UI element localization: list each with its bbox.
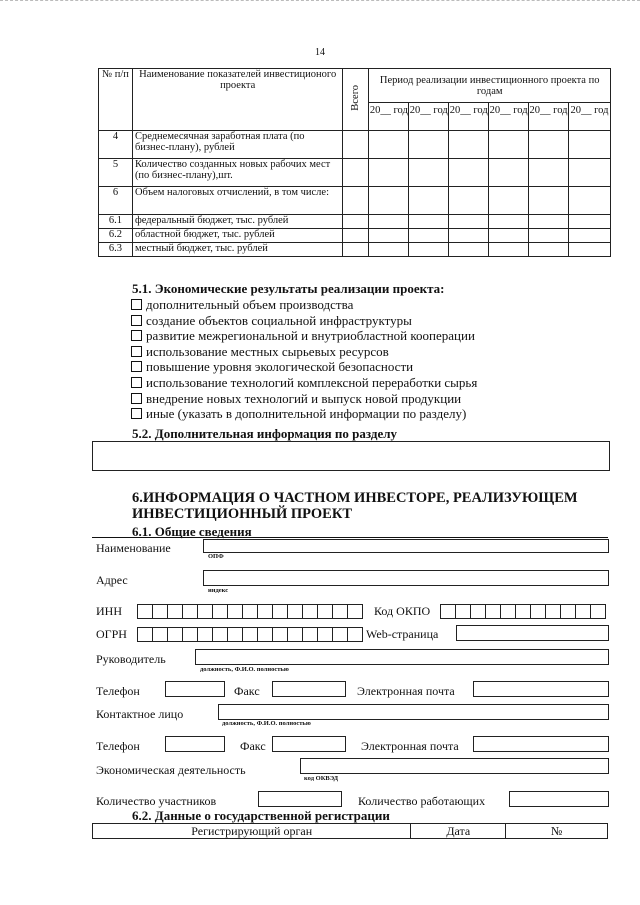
total-cell[interactable] [343,229,369,243]
value-cell[interactable] [449,159,489,187]
section-6-title-line2: ИНВЕСТИЦИОННЫЙ ПРОЕКТ [132,506,353,522]
header-year: 20__ год [569,103,611,131]
header-period: Период реализации инвестиционного проекта по годам [369,69,611,103]
phone2-label: Телефон [96,739,140,753]
checkbox[interactable] [131,330,142,341]
value-cell[interactable] [569,229,611,243]
table-row [99,159,611,187]
reg-header-number: № [506,824,608,839]
address-input[interactable] [203,570,609,586]
row-name: Среднемесячная заработная плата (по бизнес-плану), рублей [132,131,343,159]
list-item[interactable]: создание объектов социальной инфраструктуры [131,313,477,329]
section-5-1-title: 5.1. Экономические результаты реализации проекта: [132,281,445,296]
header-num: № п/п [99,69,133,131]
header-year: 20__ год [529,103,569,131]
table-row [99,215,611,229]
section-6-1-underline [92,537,608,538]
value-cell[interactable] [409,187,449,215]
list-item[interactable]: повышение уровня экологической безопасности [131,359,477,375]
value-cell[interactable] [409,243,449,257]
row-name: областной бюджет, тыс. рублей [132,229,343,243]
header-year: 20__ год [449,103,489,131]
workers-label: Количество работающих [358,794,486,808]
value-cell[interactable] [409,131,449,159]
header-name: Наименование показателей инвестиционого проекта [132,69,343,131]
value-cell[interactable] [569,159,611,187]
list-item[interactable]: использование местных сырьевых ресурсов [131,344,477,360]
list-item[interactable]: иные (указать в дополнительной информации по разделу) [131,406,477,422]
value-cell[interactable] [449,131,489,159]
okpo-input[interactable] [440,604,606,619]
row-name: Объем налоговых отчислений, в том числе: [132,187,343,215]
name-input[interactable] [203,539,609,553]
page-number: 14 [315,47,325,58]
contact-input[interactable] [218,704,609,720]
value-cell[interactable] [529,229,569,243]
head-hint: должность, Ф.И.О. полностью [200,666,289,673]
row-name: Количество созданных новых рабочих мест (по бизнес-плану),шт. [132,159,343,187]
table-row [99,131,611,159]
total-cell[interactable] [343,187,369,215]
value-cell[interactable] [489,159,529,187]
email-input[interactable] [473,681,609,697]
list-item[interactable]: дополнительный объем производства [131,297,477,313]
address-label: Адрес [96,573,128,587]
page-top-border [0,0,640,4]
checkbox[interactable] [131,361,142,372]
total-cell[interactable] [343,159,369,187]
contact-label: Контактное лицо [96,707,184,721]
value-cell[interactable] [489,229,529,243]
table-row [99,243,611,257]
indicator-table [98,68,611,257]
email2-input[interactable] [473,736,609,752]
ogrn-label: ОГРН [96,627,127,641]
inn-label: ИНН [96,604,122,618]
header-year: 20__ год [489,103,529,131]
checkbox[interactable] [131,315,142,326]
header-year: 20__ год [409,103,449,131]
value-cell[interactable] [369,229,409,243]
phone-label: Телефон [96,684,140,698]
value-cell[interactable] [449,229,489,243]
participants-input[interactable] [258,791,342,807]
index-hint: индекс [208,587,229,594]
row-num: 4 [99,131,133,159]
ogrn-input[interactable] [137,627,363,642]
value-cell[interactable] [369,187,409,215]
phone2-input[interactable] [165,736,225,752]
phone-input[interactable] [165,681,225,697]
value-cell[interactable] [489,243,529,257]
value-cell[interactable] [409,229,449,243]
email-label: Электронная почта [357,684,455,698]
section-6-title [132,490,578,522]
value-cell[interactable] [369,243,409,257]
section-6-1-title: 6.1. Общие сведения [132,524,252,539]
fax2-input[interactable] [272,736,346,752]
header-total: Всего [350,85,362,111]
results-checklist [131,297,477,422]
okved-hint: код ОКВЭД [304,775,339,782]
value-cell[interactable] [449,243,489,257]
row-name: местный бюджет, тыс. рублей [132,243,343,257]
head-label: Руководитель [96,652,166,666]
workers-input[interactable] [509,791,609,807]
value-cell[interactable] [369,159,409,187]
additional-info-field[interactable] [92,441,610,471]
total-cell[interactable] [343,215,369,229]
value-cell[interactable] [569,215,611,229]
row-name: федеральный бюджет, тыс. рублей [132,215,343,229]
value-cell[interactable] [449,187,489,215]
table-row [99,229,611,243]
value-cell[interactable] [489,215,529,229]
checkbox[interactable] [131,393,142,404]
participants-label: Количество участников [96,794,217,808]
total-cell[interactable] [343,243,369,257]
table-row [99,187,611,215]
row-num: 6.1 [99,215,133,229]
checkbox[interactable] [131,408,142,419]
value-cell[interactable] [529,187,569,215]
head-input[interactable] [195,649,609,665]
value-cell[interactable] [369,215,409,229]
row-num: 6.2 [99,229,133,243]
registration-table [92,823,608,839]
value-cell[interactable] [489,131,529,159]
checkbox[interactable] [131,346,142,357]
value-cell[interactable] [529,131,569,159]
section-5-2-title: 5.2. Дополнительная информация по разделу [132,426,398,441]
value-cell[interactable] [569,243,611,257]
email2-label: Электронная почта [361,739,459,753]
list-item[interactable]: использование технологий комплексной переработки сырья [131,375,477,391]
value-cell[interactable] [529,215,569,229]
value-cell[interactable] [529,159,569,187]
activity-input[interactable] [300,758,609,774]
value-cell[interactable] [569,131,611,159]
value-cell[interactable] [569,187,611,215]
reg-header-date: Дата [411,824,506,839]
checkbox[interactable] [131,377,142,388]
reg-header-authority: Регистрирующий орган [93,824,411,839]
value-cell[interactable] [449,215,489,229]
value-cell[interactable] [409,159,449,187]
name-label: Наименование [96,541,171,555]
fax2-label: Факс [240,739,266,753]
value-cell[interactable] [489,187,529,215]
value-cell[interactable] [369,131,409,159]
fax-label: Факс [234,684,260,698]
activity-label: Экономическая деятельность [96,763,246,777]
contact-hint: должность, Ф.И.О. полностью [222,720,311,727]
inn-input[interactable] [137,604,363,619]
list-item[interactable]: развитие межрегиональной и внутриобластной кооперации [131,328,477,344]
opf-hint: ОПФ [208,553,224,560]
web-label: Web-страница [366,627,439,641]
okpo-label: Код ОКПО [374,604,431,618]
section-6-2-title: 6.2. Данные о государственной регистрации [132,808,390,823]
value-cell[interactable] [409,215,449,229]
row-num: 5 [99,159,133,187]
value-cell[interactable] [529,243,569,257]
header-year: 20__ год [369,103,409,131]
web-input[interactable] [456,625,609,641]
row-num: 6.3 [99,243,133,257]
section-6-title-line1: 6.ИНФОРМАЦИЯ О ЧАСТНОМ ИНВЕСТОРЕ, РЕАЛИЗУЮЩЕМ [132,490,578,506]
total-cell[interactable] [343,131,369,159]
fax-input[interactable] [272,681,346,697]
list-item[interactable]: внедрение новых технологий и выпуск новой продукции [131,391,477,407]
checkbox[interactable] [131,299,142,310]
row-num: 6 [99,187,133,215]
